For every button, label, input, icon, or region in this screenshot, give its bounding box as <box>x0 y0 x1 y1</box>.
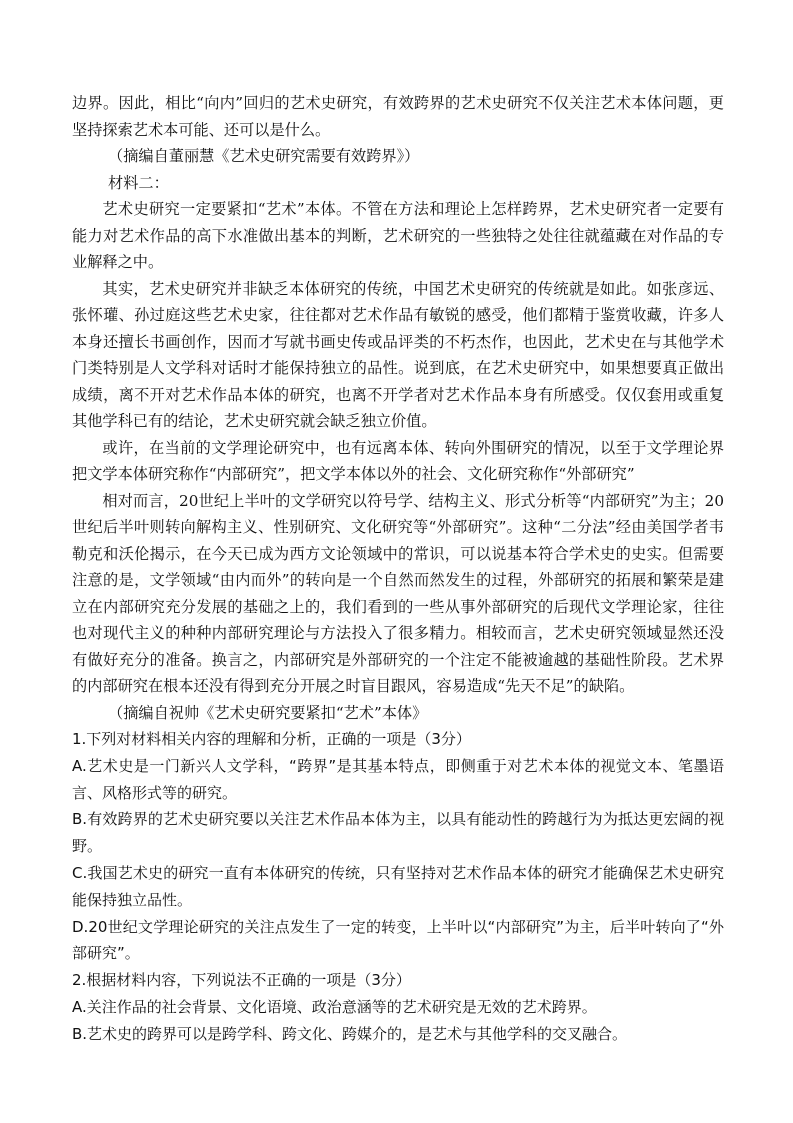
paragraph: 或许，在当前的文学理论研究中，也有远离本体、转向外围研究的情况，以至于文学理论界把文学本体研究称作“内部研究”，把文学本体以外的社会、文化研究称作“外部研究” <box>72 438 724 483</box>
question-1-option-d: D.20世纪文学理论研究的关注点发生了一定的转变，上半叶以“内部研究”为主，后半叶转向了“外部研究”。 <box>72 917 724 963</box>
question-1-option-b: B.有效跨界的艺术史研究要以关注艺术作品本体为主，以具有能动性的跨越行为为抵达更宏阔的视野。 <box>72 810 724 856</box>
material-heading: 材料二： <box>108 173 169 192</box>
source-citation-1: （摘编自董丽慧《艺术史研究需要有效跨界》） <box>108 147 420 165</box>
paragraph: 艺术史研究一定要紧扣“艺术”本体。不管在方法和理论上怎样跨界，艺术史研究者一定要有能力对艺术作品的高下水准做出基本的判断，艺术研究的一些独特之处往往就蕴藏在对作品的专业解释之中。 <box>72 200 724 271</box>
question-2-option-a: A.关注作品的社会背景、文化语境、政治意涵等的艺术研究是无效的艺术跨界。 <box>72 997 597 1016</box>
paragraph-continuation: 边界。因此，相比“向内”回归的艺术史研究，有效跨界的艺术史研究不仅关注艺术本体问题，更坚持探索艺术本可能、还可以是什么。 <box>72 94 724 139</box>
paragraph: 相对而言，20世纪上半叶的文学研究以符号学、结构主义、形式分析等“内部研究”为主；20世纪后半叶则转向解构主义、性别研究、文化研究等“外部研究”。这种“二分法”经由美国学者韦勒克和沃伦揭示，在今天已成为西方文论领域中的常识，可以说基本符合学术史的史实。但需要注意的是，文学领域“由内而外”的转向是一个自然而然发生的过程，外部研究的拓展和繁荣是建立在内部研究充分发展的基础之上的，我们看到的一些从事外部研究的后现代文学理论家，往往也对现代主义的种种内部研究理论与方法投入了很多精力。相较而言，艺术史研究领域显然还没有做好充分的准备。换言之，内部研究是外部研究的一个注定不能被逾越的基础性阶段。艺术界的内部研究在根本还没有得到充分开展之时盲目跟风，容易造成“先天不足”的缺陷。 <box>72 491 724 695</box>
question-1-option-a: A.艺术史是一门新兴人文学科，“跨界”是其基本特点，即侧重于对艺术本体的视觉文本、笔墨语言、风格形式等的研究。 <box>72 756 724 802</box>
question-2-option-b: B.艺术史的跨界可以是跨学科、跨文化、跨媒介的，是艺术与其他学科的交叉融合。 <box>72 1024 628 1043</box>
question-1-option-c: C.我国艺术史的研究一直有本体研究的传统，只有坚持对艺术作品本体的研究才能确保艺术史研究能保持独立品性。 <box>72 863 724 909</box>
document-page <box>72 90 724 1048</box>
source-citation-2: （摘编自祝帅《艺术史研究要紧扣“艺术”本体》 <box>108 703 428 722</box>
paragraph: 其实，艺术史研究并非缺乏本体研究的传统，中国艺术史研究的传统就是如此。如张彦远、张怀瓘、孙过庭这些艺术史家，往往都对艺术作品有敏锐的感受，他们都精于鉴赏收藏，许多人本身还擅长书画创作，因而才写就书画史传或品评类的不朽杰作，也因此，艺术史在与其他学术门类特别是人文学科对话时才能保持独立的品性。说到底，在艺术史研究中，如果想要真正做出成绩，离不开对艺术作品本体的研究，也离不开学者对艺术作品本身有所感受。仅仅套用或重复其他学科已有的结论，艺术史研究就会缺乏独立价值。 <box>72 279 724 430</box>
question-2-stem: 2.根据材料内容，下列说法不正确的一项是（3分） <box>72 971 411 990</box>
question-1-stem: 1.下列对材料相关内容的理解和分析，正确的一项是（3分） <box>72 730 471 748</box>
